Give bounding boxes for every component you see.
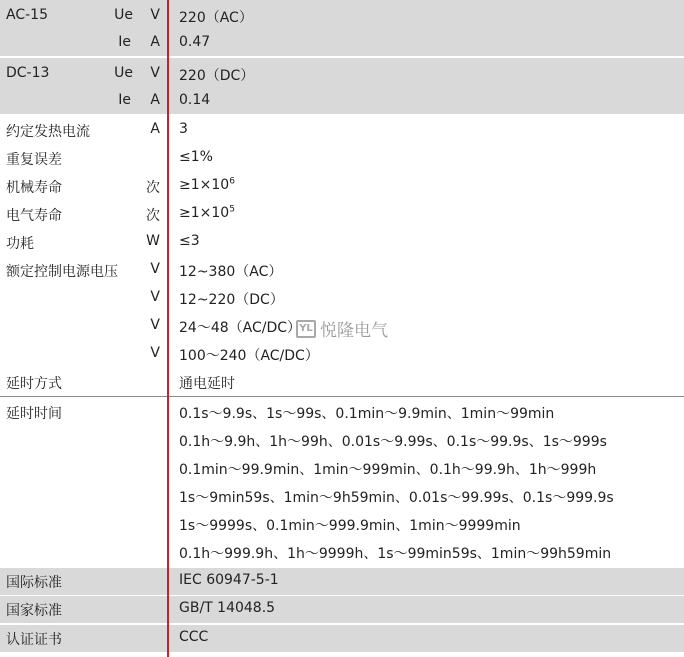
delay-time-label: 延时时间 — [6, 406, 62, 422]
power-unit: W — [146, 233, 160, 249]
control-voltage-label: 额定控制电源电压 — [6, 264, 118, 280]
repeat-error-value: ≤1% — [179, 149, 213, 165]
national-standard-label: 国家标准 — [6, 603, 62, 619]
intl-standard-row — [0, 568, 684, 595]
column-divider — [167, 0, 169, 657]
power-value: ≤3 — [179, 233, 200, 249]
control-voltage-value: 12~220（DC） — [179, 292, 284, 308]
control-voltage-unit: V — [150, 345, 160, 361]
divider — [0, 595, 684, 596]
mechanical-life-label: 机械寿命 — [6, 180, 62, 196]
electrical-life-label: 电气寿命 — [6, 208, 62, 224]
certification-value: CCC — [179, 629, 209, 645]
delay-time-value: 0.1min～99.9min、1min～999min、0.1h～99.9h、1h～999h — [179, 462, 597, 478]
delay-time-value: 1s～9min59s、1min～9h59min、0.01s～99.99s、0.1s～999.9s — [179, 490, 614, 506]
delay-time-value: 0.1h～999.9h、1h～9999h、1s～99min59s、1min～99h59min — [179, 546, 612, 562]
ac15-ue-value: 220（AC） — [179, 10, 253, 26]
national-standard-row — [0, 596, 684, 623]
thermal-current-unit: A — [150, 121, 160, 137]
dc13-ie-value: 0.14 — [179, 92, 211, 108]
electrical-life-value — [179, 205, 235, 221]
delay-time-value: 0.1h～9.9h、1h～99h、0.01s～9.99s、0.1s～99.9s、1s～999s — [179, 434, 607, 450]
electrical-life-exponent: 5 — [229, 204, 235, 215]
mechanical-life-row — [0, 172, 684, 200]
delay-mode-label: 延时方式 — [6, 376, 62, 392]
dc13-ue-symbol: Ue — [114, 65, 133, 81]
intl-standard-value: IEC 60947-5-1 — [179, 572, 279, 588]
repeat-error-row — [0, 144, 684, 172]
control-voltage-value: 24～48（AC/DC） — [179, 320, 302, 336]
delay-time-value: 0.1s～9.9s、1s～99s、0.1min～9.9min、1min～99min — [179, 406, 555, 422]
control-voltage-block — [0, 256, 684, 368]
dc13-ie-symbol: Ie — [118, 92, 131, 108]
delay-mode-value: 通电延时 — [179, 376, 235, 392]
mechanical-life-unit: 次 — [146, 180, 160, 196]
national-standard-value: GB/T 14048.5 — [179, 600, 276, 616]
thermal-current-value: 3 — [179, 121, 188, 137]
ac15-ie-value: 0.47 — [179, 34, 211, 50]
control-voltage-unit: V — [150, 261, 160, 277]
control-voltage-unit: V — [150, 317, 160, 333]
power-row — [0, 228, 684, 256]
thermal-current-row — [0, 116, 684, 144]
ac15-label: AC-15 — [6, 7, 48, 23]
divider — [0, 56, 684, 58]
control-voltage-value: 12~380（AC） — [179, 264, 283, 280]
delay-time-block — [0, 397, 684, 567]
power-label: 功耗 — [6, 236, 34, 252]
mechanical-life-exponent: 6 — [229, 176, 235, 187]
electrical-life-unit: 次 — [146, 208, 160, 224]
control-voltage-unit: V — [150, 289, 160, 305]
dc13-block — [0, 58, 684, 114]
delay-mode-row — [0, 368, 684, 396]
dc13-label: DC-13 — [6, 65, 50, 81]
mechanical-life-base: ≥1×10 — [179, 177, 230, 193]
divider — [0, 623, 684, 625]
brand-logo-icon: YL — [296, 320, 316, 338]
ac15-ue-unit: V — [150, 7, 160, 23]
ac15-block — [0, 0, 684, 56]
ac15-ie-symbol: Ie — [118, 34, 131, 50]
mechanical-life-value — [179, 177, 235, 193]
watermark — [296, 316, 388, 341]
ac15-ie-unit: A — [150, 34, 160, 50]
intl-standard-label: 国际标准 — [6, 575, 62, 591]
dc13-ue-unit: V — [150, 65, 160, 81]
ac15-ue-symbol: Ue — [114, 7, 133, 23]
certification-label: 认证证书 — [6, 632, 62, 648]
electrical-life-row — [0, 200, 684, 228]
electrical-life-base: ≥1×10 — [179, 205, 230, 221]
control-voltage-value: 100～240（AC/DC） — [179, 348, 319, 364]
watermark-text: 悦隆电气 — [320, 321, 388, 341]
delay-time-value: 1s～9999s、0.1min～999.9min、1min～9999min — [179, 518, 521, 534]
thermal-current-label: 约定发热电流 — [6, 124, 90, 140]
dc13-ue-value: 220（DC） — [179, 68, 255, 84]
repeat-error-label: 重复误差 — [6, 152, 62, 168]
dc13-ie-unit: A — [150, 92, 160, 108]
certification-row — [0, 625, 684, 652]
